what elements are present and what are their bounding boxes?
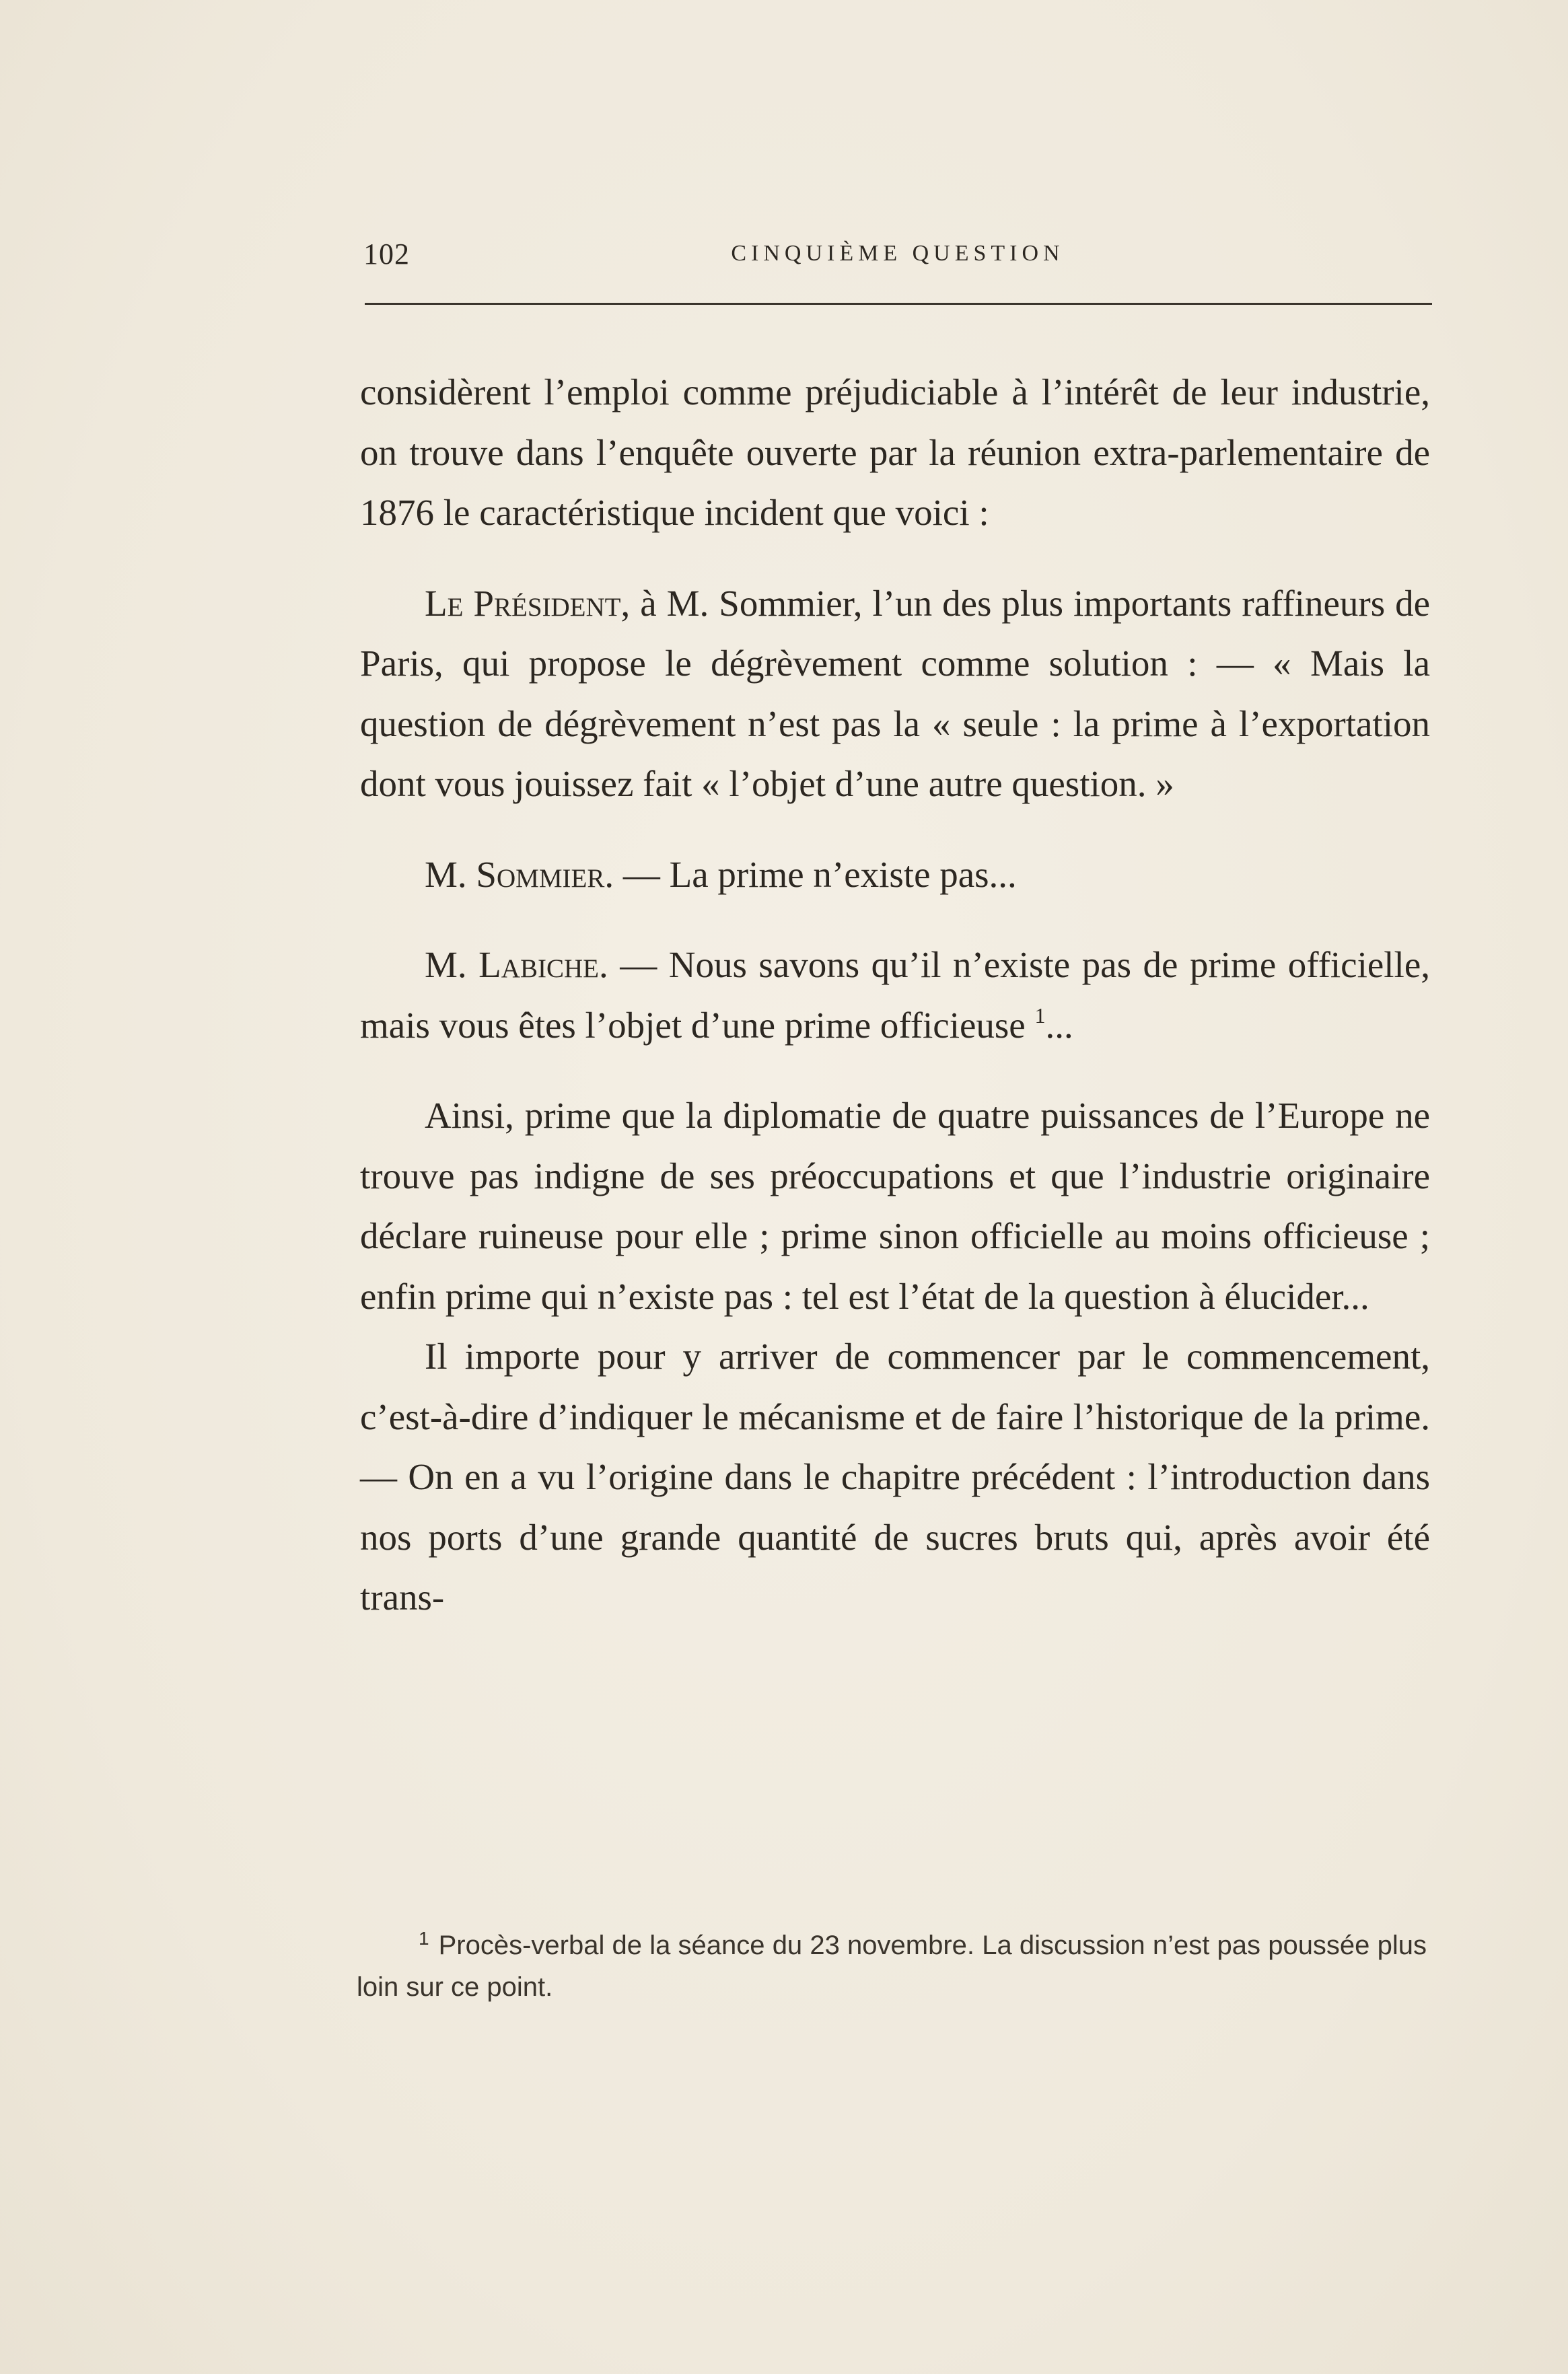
main-text — [360, 362, 1430, 1628]
speaker-labiche: M. Labiche. — [425, 944, 608, 985]
footnote-text: Procès-verbal de la séance du 23 novembre. La discussion n’est pas poussée plus loin sur ce point. — [357, 1931, 1427, 2002]
paragraph-2 — [360, 573, 1430, 814]
running-title: CINQUIÈME QUESTION — [731, 241, 1065, 266]
speaker-president: Le Président, — [425, 582, 631, 624]
paragraph-6: Il importe pour y arriver de commencer par le commencement, c’est-à-dire d’indiquer le mécanisme et de faire l’historique de la prime. — On en a vu l’origine dans le chapitre précédent : l’introduction dans nos ports d’une grande quantité de sucres bruts qui, après avoir été trans- — [360, 1336, 1430, 1618]
page-number: 102 — [363, 238, 410, 271]
speaker-sommier: M. Sommier. — [425, 853, 614, 895]
paragraph-4 — [360, 935, 1430, 1055]
paragraph-4-text: — Nous savons qu’il n’existe pas de prime officielle, mais vous êtes l’objet d’une prime officieuse — [360, 944, 1430, 1046]
paragraph-2-text: à M. Sommier, l’un des plus importants raffineurs de Paris, qui propose le dégrèvement comme solution : — « Mais la question de dégrèvement n’est pas la « seule : la prime à l’exportation dont vous jouissez fait « l’objet d’une autre question. » — [360, 582, 1431, 804]
paragraph-1: considèrent l’emploi comme préjudiciable à l’intérêt de leur industrie, on trouve dans l’enquête ouverte par la réunion extra-parlementaire de 1876 le caractéristique incident que voici : — [360, 371, 1430, 533]
running-head — [363, 237, 1432, 277]
paragraph-5: Ainsi, prime que la diplomatie de quatre puissances de l’Europe ne trouve pas indigne de ses préoccupations et que l’industrie originaire déclare ruineuse pour elle ; prime sinon officielle au moins officieuse ; enfin prime qui n’existe pas : tel est l’état de la question à élucider... — [360, 1095, 1430, 1317]
footnote-marker: 1 — [419, 1928, 429, 1949]
footnote-paragraph — [357, 1925, 1427, 2008]
paragraph-4-tail: ... — [1045, 1004, 1073, 1046]
footnote — [357, 1925, 1427, 2008]
paragraph-3-text: — La prime n’existe pas... — [614, 853, 1017, 895]
header-rule — [365, 303, 1432, 305]
footnote-reference: 1 — [1034, 1003, 1046, 1028]
paragraph-3 — [360, 844, 1430, 905]
